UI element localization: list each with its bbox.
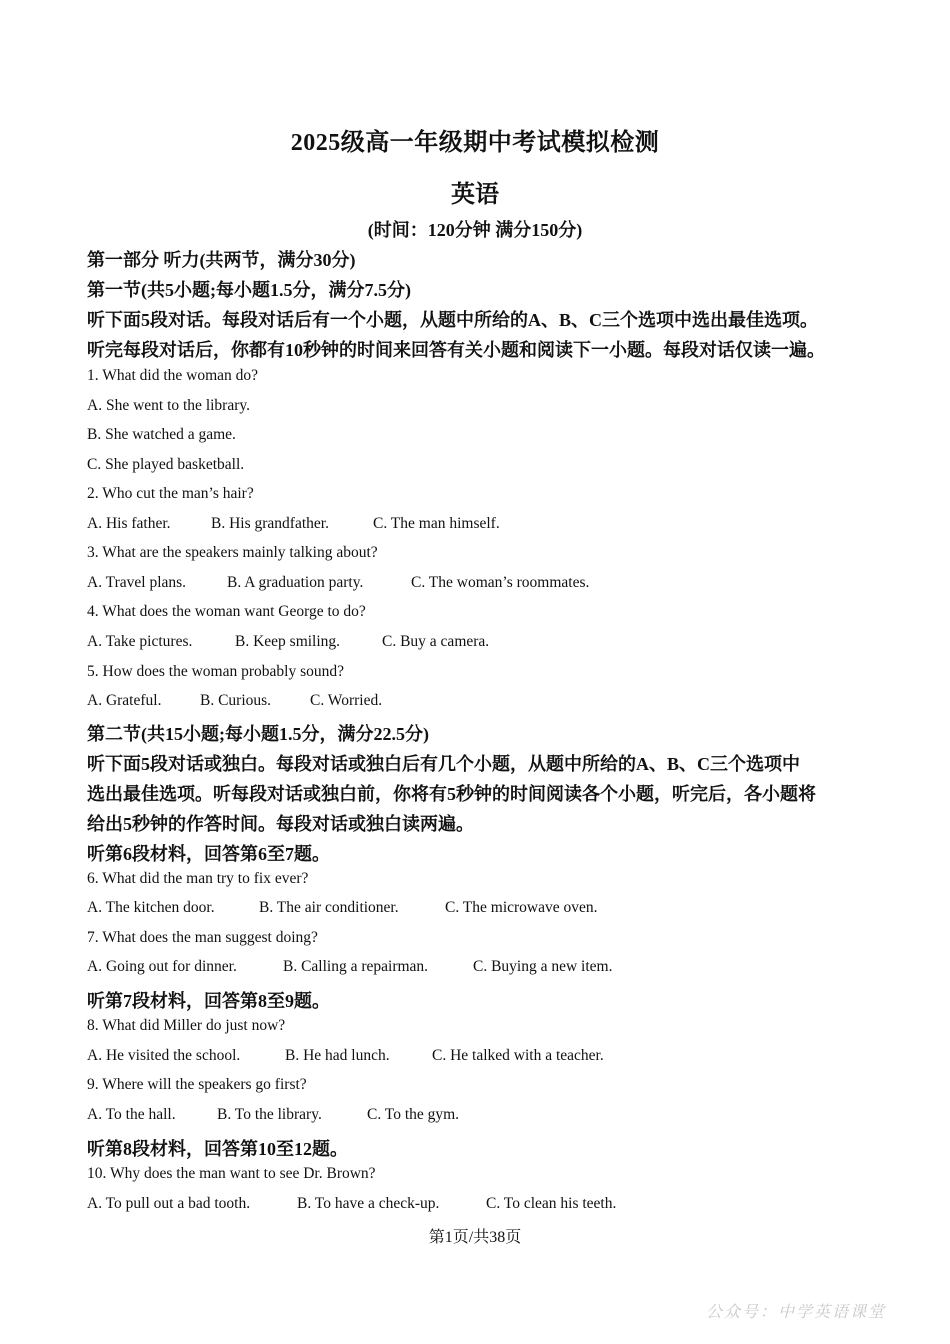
q7-option-c: C. Buying a new item. — [473, 958, 613, 975]
q4-options — [87, 633, 489, 651]
section2-heading: 第二节(共15小题;每小题1.5分，满分22.5分) — [87, 724, 429, 744]
q2-option-a: A. His father. — [87, 515, 171, 532]
material-8-heading: 听第8段材料，回答第10至12题。 — [87, 1139, 348, 1159]
section1-instruction-2: 听完每段对话后，你都有10秒钟的时间来回答有关小题和阅读下一小题。每段对话仅读一遍。 — [87, 340, 825, 360]
q3-options — [87, 574, 589, 592]
section2-instruction-2: 选出最佳选项。听每段对话或独白前，你将有5秒钟的时间阅读各个小题，听完后，各小题将 — [87, 784, 816, 804]
q5-option-a: A. Grateful. — [87, 692, 162, 709]
q5-option-c: C. Worried. — [310, 692, 383, 709]
exam-info: (时间：120分钟 满分150分) — [367, 220, 583, 240]
subject-title: 英语 — [451, 182, 499, 208]
q6-option-a: A. The kitchen door. — [87, 899, 215, 916]
q9-option-c: C. To the gym. — [367, 1106, 460, 1123]
question-7: 7. What does the man suggest doing? — [87, 929, 318, 946]
q9-option-a: A. To the hall. — [87, 1106, 176, 1123]
q2-options — [87, 515, 500, 533]
part1-heading: 第一部分 听力(共两节，满分30分) — [87, 250, 356, 270]
q8-option-a: A. He visited the school. — [87, 1047, 241, 1064]
q1-option-c: C. She played basketball. — [87, 456, 245, 473]
section1-instruction-1: 听下面5段对话。每段对话后有一个小题，从题中所给的A、B、C三个选项中选出最佳选项。 — [87, 310, 818, 330]
page-number: 第1页/共38页 — [428, 1229, 522, 1246]
question-4: 4. What does the woman want George to do? — [87, 603, 366, 620]
section2-instruction-3: 给出5秒钟的作答时间。每段对话或独白读两遍。 — [87, 814, 474, 834]
q4-option-a: A. Take pictures. — [87, 633, 193, 650]
question-8: 8. What did Miller do just now? — [87, 1017, 286, 1034]
q3-option-b: B. A graduation party. — [227, 574, 364, 591]
q7-option-b: B. Calling a repairman. — [283, 958, 429, 975]
q2-option-b: B. His grandfather. — [211, 515, 329, 532]
q5-option-b: B. Curious. — [200, 692, 272, 709]
q3-option-c: C. The woman’s roommates. — [411, 574, 590, 591]
q6-option-b: B. The air conditioner. — [259, 899, 399, 916]
q6-option-c: C. The microwave oven. — [445, 899, 598, 916]
q9-option-b: B. To the library. — [217, 1106, 322, 1123]
watermark: 公众号：中学英语课堂 — [706, 1302, 887, 1321]
q8-options — [87, 1047, 604, 1065]
q2-option-c: C. The man himself. — [373, 515, 500, 532]
q3-option-a: A. Travel plans. — [87, 574, 187, 591]
q10-option-a: A. To pull out a bad tooth. — [87, 1195, 251, 1212]
q4-option-c: C. Buy a camera. — [382, 633, 490, 650]
q9-options — [87, 1106, 459, 1124]
q7-option-a: A. Going out for dinner. — [87, 958, 237, 975]
q8-option-b: B. He had lunch. — [285, 1047, 390, 1064]
q4-option-b: B. Keep smiling. — [235, 633, 341, 650]
exam-title: 2025级高一年级期中考试模拟检测 — [290, 130, 660, 156]
question-2: 2. Who cut the man’s hair? — [87, 485, 254, 502]
question-3: 3. What are the speakers mainly talking about? — [87, 544, 378, 561]
q10-options — [87, 1195, 616, 1213]
q1-option-b: B. She watched a game. — [87, 426, 236, 443]
q8-option-c: C. He talked with a teacher. — [432, 1047, 604, 1064]
q10-option-b: B. To have a check-up. — [297, 1195, 440, 1212]
q6-options — [87, 899, 598, 917]
question-10: 10. Why does the man want to see Dr. Brown? — [87, 1165, 376, 1182]
section1-heading: 第一节(共5小题;每小题1.5分，满分7.5分) — [87, 280, 411, 300]
q1-option-a: A. She went to the library. — [87, 397, 250, 414]
q10-option-c: C. To clean his teeth. — [486, 1195, 617, 1212]
material-7-heading: 听第7段材料，回答第8至9题。 — [87, 991, 330, 1011]
material-6-heading: 听第6段材料，回答第6至7题。 — [87, 844, 330, 864]
question-5: 5. How does the woman probably sound? — [87, 663, 344, 680]
q7-options — [87, 958, 613, 976]
q5-options — [87, 692, 382, 710]
question-6: 6. What did the man try to fix ever? — [87, 870, 309, 887]
question-1: 1. What did the woman do? — [87, 367, 259, 384]
question-9: 9. Where will the speakers go first? — [87, 1076, 307, 1093]
section2-instruction-1: 听下面5段对话或独白。每段对话或独白后有几个小题，从题中所给的A、B、C三个选项中 — [87, 754, 800, 774]
